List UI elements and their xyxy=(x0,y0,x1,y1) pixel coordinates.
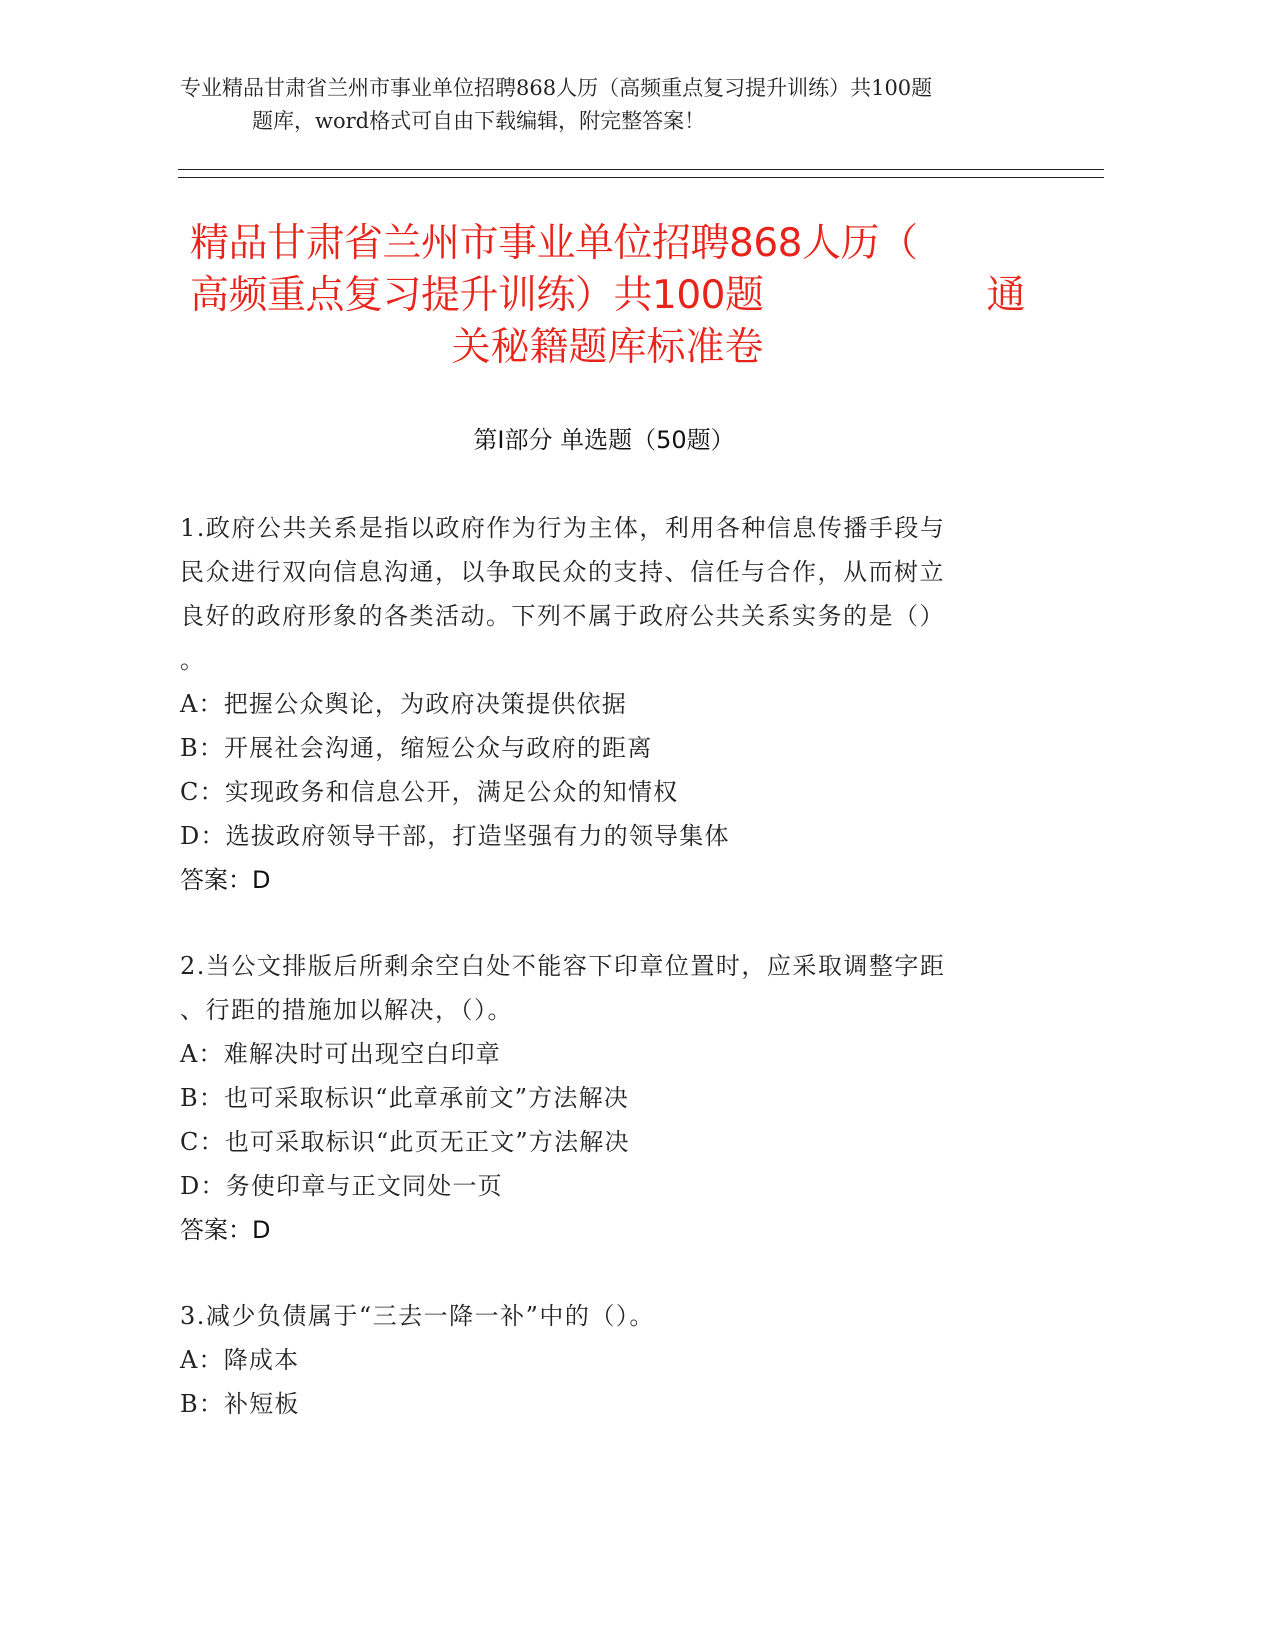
option-b: B：也可采取标识“此章承前文”方法解决 xyxy=(180,1084,629,1112)
question-2 xyxy=(180,944,1020,1252)
title-line-2-end: 通 xyxy=(986,273,1025,318)
question-spacer xyxy=(180,902,1020,944)
title-line-1: 精品甘肃省兰州市事业单位招聘868人历（ xyxy=(190,221,918,266)
answer-line: 答案：D xyxy=(180,1216,271,1244)
question-stem-line: 、行距的措施加以解决，（）。 xyxy=(180,996,513,1024)
option-b: B：补短板 xyxy=(180,1390,300,1418)
header-line-2: 题库，word格式可自由下载编辑，附完整答案！ xyxy=(252,109,706,133)
title-line-2 xyxy=(190,270,1025,322)
title-line-3: 关秘籍题库标准卷 xyxy=(451,325,764,370)
question-1 xyxy=(180,506,1020,902)
option-b: B：开展社会沟通，缩短公众与政府的距离 xyxy=(180,734,653,762)
answer-line: 答案：D xyxy=(180,866,271,894)
question-stem-line: 3.减少负债属于“三去一降一补”中的（）。 xyxy=(180,1302,655,1330)
option-c: C：也可采取标识“此页无正文”方法解决 xyxy=(180,1128,630,1156)
header-divider-bottom xyxy=(178,177,1104,178)
option-d: D：务使印章与正文同处一页 xyxy=(180,1172,503,1200)
option-a: A：难解决时可出现空白印章 xyxy=(180,1040,501,1068)
question-stem-line: 民众进行双向信息沟通，以争取民众的支持、信任与合作，从而树立 xyxy=(180,558,945,586)
document-header xyxy=(180,72,1060,138)
question-stem-line: 2.当公文排版后所剩余空白处不能容下印章位置时，应采取调整字距 xyxy=(180,952,946,980)
title-line-2-main: 高频重点复习提升训练）共100题 xyxy=(190,273,764,318)
question-stem-line: 良好的政府形象的各类活动。下列不属于政府公共关系实务的是（） xyxy=(180,602,945,630)
question-3 xyxy=(180,1294,1020,1426)
document-title xyxy=(190,218,1025,374)
question-list xyxy=(180,506,1020,1426)
section-title: 第Ⅰ部分 单选题（50题） xyxy=(473,426,735,454)
question-stem-line: 。 xyxy=(180,646,206,674)
option-a: A：把握公众舆论，为政府决策提供依据 xyxy=(180,690,627,718)
option-c: C：实现政务和信息公开，满足公众的知情权 xyxy=(180,778,679,806)
header-divider-top xyxy=(178,169,1104,170)
option-a: A：降成本 xyxy=(180,1346,300,1374)
question-spacer xyxy=(180,1252,1020,1294)
question-stem-line: 1.政府公共关系是指以政府作为行为主体，利用各种信息传播手段与 xyxy=(180,514,946,542)
header-line-1: 专业精品甘肃省兰州市事业单位招聘868人历（高频重点复习提升训练）共100题 xyxy=(180,76,933,100)
option-d: D：选拔政府领导干部，打造坚强有力的领导集体 xyxy=(180,822,730,850)
